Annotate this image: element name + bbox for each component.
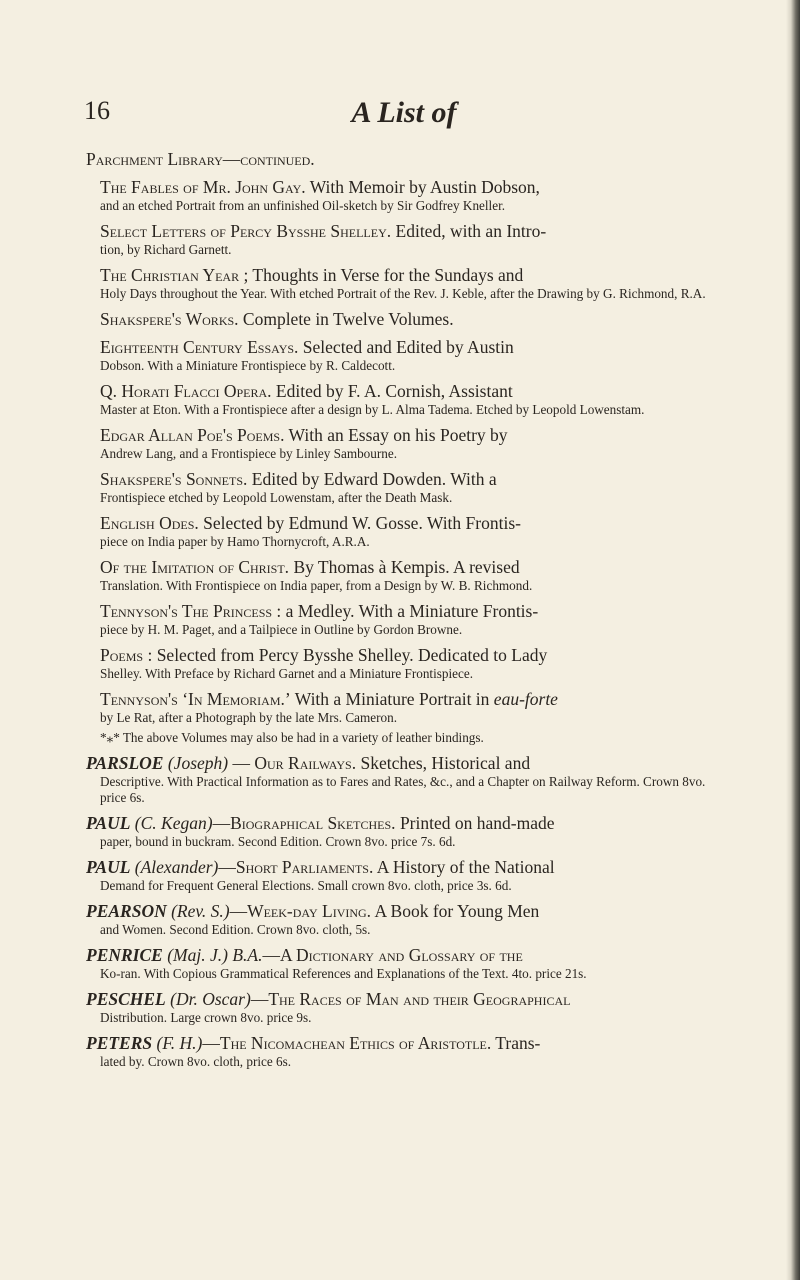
catalogue-entry [86,512,726,550]
entry-title: Edgar Allan Poe's Poems. [100,425,285,445]
entry-title: The Nicomachean Ethics of Aristotle. [219,1033,492,1053]
entry-rest: Edited, with an Intro- [391,221,547,241]
entry-title: Tennyson's The Princess : [100,601,282,621]
entry-description: Shelley. With Preface by Richard Garnet and a Miniature Frontispiece. [100,666,473,681]
catalogue-entry [86,556,726,594]
entry-rest: A History of the National [373,857,555,877]
author-surname: PETERS [86,1033,153,1053]
author-surname: PAUL [86,857,131,877]
entry-description: Distribution. Large crown 8vo. price 9s. [100,1010,312,1025]
entry-title: Shakspere's Works. [100,309,239,329]
running-title: A List of [351,96,457,129]
entry-description: Andrew Lang, and a Frontispiece by Linley Sambourne. [100,446,398,461]
entry-title: Tennyson's ‘In Memoriam.’ [100,689,291,709]
author-entries [86,752,726,1070]
entry-rest: A Book for Young Men [371,901,540,921]
page-number: 16 [84,96,110,125]
entry-title: Week-day Living. [247,901,372,921]
author-surname: PARSLOE [86,753,164,773]
catalogue-entry [86,308,726,330]
catalogue-entry [86,380,726,418]
author-entry [86,944,726,982]
entry-description: Holy Days throughout the Year. With etched Portrait of the Rev. J. Keble, after the Drawing by G. Richmond, R.A. [100,286,706,301]
entry-description: tion, by Richard Garnett. [100,242,232,257]
bindings-note: *⁎* The above Volumes may also be had in a variety of leather bindings. [100,730,484,745]
entry-title: Eighteenth Century Essays. [100,337,299,357]
entry-separator: — [229,901,248,921]
entry-rest: Edited by Edward Dowden. With a [247,469,497,489]
entry-rest: Selected from Percy Bysshe Shelley. Dedicated to Lady [152,645,548,665]
author-entry [86,812,726,850]
entry-description: Frontispiece etched by Leopold Lowenstam, after the Death Mask. [100,490,453,505]
entry-description: lated by. Crown 8vo. cloth, price 6s. [100,1054,292,1069]
catalogue-entry [86,688,726,726]
entry-title: The Fables of Mr. John Gay. [100,177,306,197]
entry-description: paper, bound in buckram. Second Edition. Crown 8vo. price 7s. 6d. [100,834,456,849]
entry-title: Select Letters of Percy Bysshe Shelley. [100,221,392,241]
entry-title: Poems : [100,645,153,665]
author-forename: (F. H.) [156,1033,203,1053]
entry-rest: Printed on hand-made [395,813,555,833]
entry-description: Dobson. With a Miniature Frontispiece by R. Caldecott. [100,358,396,373]
entry-rest: Edited by F. A. Cornish, Assistant [271,381,513,401]
author-forename: (C. Kegan) [134,813,213,833]
author-entry [86,900,726,938]
entry-separator: — [250,989,269,1009]
entry-title: Short Parliaments. [235,857,374,877]
page-header [84,96,724,136]
entry-description: piece on India paper by Hamo Thornycroft, A.R.A. [100,534,370,549]
entry-description: Ko-ran. With Copious Grammatical References and Explanations of the Text. 4to. price 21s. [100,966,587,981]
entry-description: and an etched Portrait from an unfinished Oil-sketch by Sir Godfrey Kneller. [100,198,506,213]
page-edge-shadow [786,0,800,1280]
author-surname: PENRICE [86,945,163,965]
catalogue-entry [86,176,726,214]
entry-title: A Dictionary and Glossary of the [279,945,523,965]
author-surname: PAUL [86,813,131,833]
page-content [86,148,726,1070]
author-forename: (Maj. J.) B.A. [167,945,263,965]
author-forename: (Joseph) [167,753,229,773]
author-entry [86,856,726,894]
catalogue-entry [86,424,726,462]
entry-title: Shakspere's Sonnets. [100,469,248,489]
catalogue-entry [86,336,726,374]
entry-rest: Selected and Edited by Austin [298,337,514,357]
catalogue-entry [86,644,726,682]
entry-rest: Trans- [491,1033,541,1053]
author-forename: (Rev. S.) [171,901,230,921]
catalogue-entry [86,600,726,638]
entry-title: The Races of Man and their Geographical [268,989,571,1009]
entry-description: by Le Rat, after a Photograph by the late Mrs. Cameron. [100,710,398,725]
entry-rest: Thoughts in Verse for the Sundays and [248,265,524,285]
author-forename: (Dr. Oscar) [170,989,251,1009]
entry-separator: — [212,813,231,833]
entry-title: Biographical Sketches. [230,813,396,833]
entry-description: Translation. With Frontispiece on India paper, from a Design by W. B. Richmond. [100,578,533,593]
entry-rest: Complete in Twelve Volumes. [238,309,454,329]
entry-rest: Sketches, Historical and [356,753,531,773]
entry-rest-italic: eau-forte [493,689,558,709]
entry-title: English Odes. [100,513,199,533]
entry-rest: Selected by Edmund W. Gosse. With Frontis- [198,513,521,533]
entry-separator: — [218,857,236,877]
entry-rest: By Thomas à Kempis. A revised [289,557,520,577]
entry-separator: — [228,753,255,773]
entry-description: Descriptive. With Practical Information as to Fares and Rates, &c., and a Chapter on Railway Reform. Crown 8vo. price 6s. [100,774,706,805]
entry-rest: With an Essay on his Poetry by [284,425,508,445]
entry-rest: With Memoir by Austin Dobson, [305,177,540,197]
entry-title: The Christian Year ; [100,265,249,285]
entry-description: and Women. Second Edition. Crown 8vo. cloth, 5s. [100,922,371,937]
author-entry [86,752,726,806]
author-entry [86,988,726,1026]
entry-separator: — [262,945,280,965]
entry-separator: — [202,1033,220,1053]
catalogue-entry [86,264,726,302]
entry-title: Of the Imitation of Christ. [100,557,290,577]
author-surname: PEARSON [86,901,167,921]
entry-title: Our Railways. [254,753,357,773]
author-forename: (Alexander) [134,857,219,877]
entry-title: Q. Horati Flacci Opera. [100,381,272,401]
catalogue-entry [86,468,726,506]
catalogue-entries [86,176,726,726]
catalogue-entry [86,220,726,258]
entry-description: Master at Eton. With a Frontispiece after a design by L. Alma Tadema. Etched by Leopold Lowenstam. [100,402,645,417]
section-title: Parchment Library—continued. [86,149,315,169]
entry-description: Demand for Frequent General Elections. Small crown 8vo. cloth, price 3s. 6d. [100,878,512,893]
author-surname: PESCHEL [86,989,166,1009]
entry-description: piece by H. M. Paget, and a Tailpiece in Outline by Gordon Browne. [100,622,463,637]
entry-rest: a Medley. With a Miniature Frontis- [281,601,539,621]
entry-rest: With a Miniature Portrait in [290,689,494,709]
author-entry [86,1032,726,1070]
